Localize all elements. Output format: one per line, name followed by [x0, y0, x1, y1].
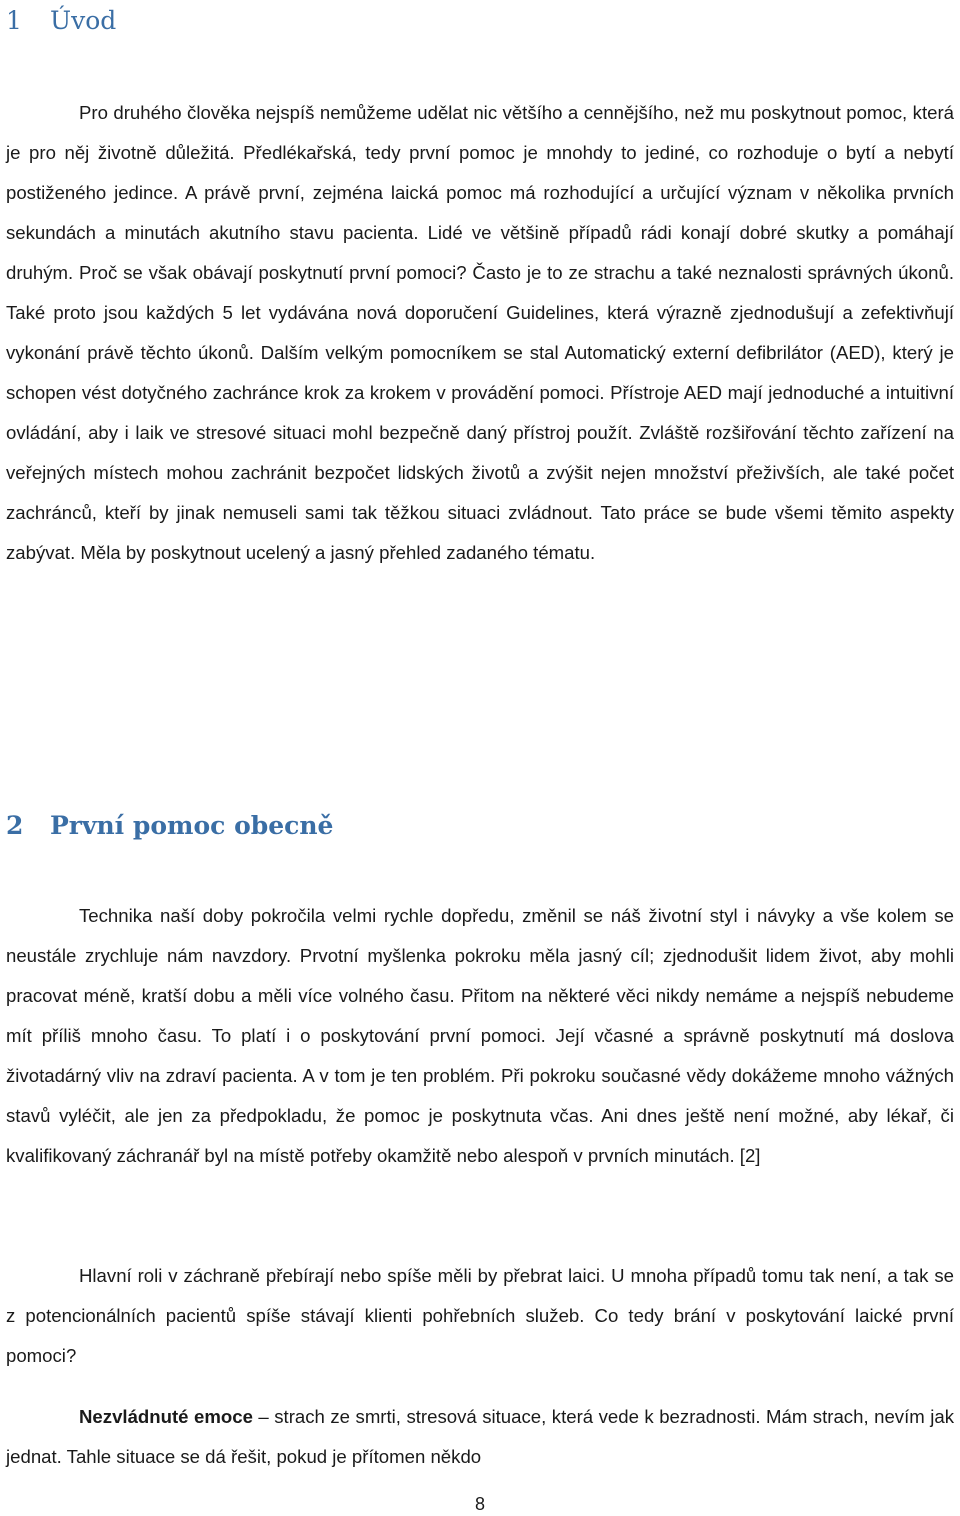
term-label: Nezvládnuté emoce [79, 1406, 253, 1427]
page-number: 8 [474, 1494, 485, 1514]
section-1-heading [6, 6, 116, 36]
section-1-paragraph-1: Pro druhého člověka nejspíš nemůžeme udělat nic většího a cennějšího, než mu poskytnout pomoc, která je pro něj životně důležitá. Předlékařská, tedy první pomoc je mnohdy to jediné, co rozhoduje o bytí a nebytí postiženého jedince. A právě první, zejména laická pomoc má rozhodující a určující význam v několika prvních sekundách a minutách akutního stavu pacienta. Lidé ve většině případů rádi konají dobré skutky a pomáhají druhým. Proč se však obávají poskytnutí první pomoci? Často je to ze strachu a také neznalosti správných úkonů. Také proto jsou každých 5 let vydávána nová doporučení Guidelines, která výrazně zjednodušují a zefektivňují vykonání právě těchto úkonů. Dalším velkým pomocníkem se stal Automatický externí defibrilátor (AED), který je schopen vést dotyčného zachránce krok za krokem v provádění pomoci. Přístroje AED mají jednoduché a intuitivní ovládání, aby i laik ve stresové situaci mohl bezpečně daný přístroj použít. Zvláště rozšiřování těchto zařízení na veřejných místech mohou zachránit bezpočet lidských životů a zvýšit nejen množství přeživších, ale také počet zachránců, kteří by jinak nemuseli sami tak těžkou situaci zvládnout. Tato práce se bude všemi těmito aspekty zabývat. Měla by poskytnout ucelený a jasný přehled zadaného tématu. [6, 102, 954, 563]
section-2-paragraph-2: Hlavní roli v záchraně přebírají nebo spíše měli by přebrat laici. U mnoha případů tomu tak není, a tak se z potencionálních pacientů spíše stávají klienti pohřebních služeb. Co tedy brání v poskytování laické první pomoci? [6, 1265, 954, 1366]
section-2-heading [6, 811, 333, 841]
section-1-number: 1 [6, 6, 22, 35]
section-2-number: 2 [6, 811, 24, 840]
term-description: – strach ze smrti, stresová situace, která vede k bezradnosti. Mám strach, nevím jak jednat. Tahle situace se dá řešit, pokud je přítomen někdo [6, 1406, 954, 1467]
section-1-title: Úvod [50, 6, 117, 35]
document-page [6, 0, 954, 1516]
section-2-term-paragraph [6, 1397, 954, 1477]
section-2-title: První pomoc obecně [50, 811, 334, 840]
section-2-paragraph-1: Technika naší doby pokročila velmi rychle dopředu, změnil se náš životní styl i návyky a vše kolem se neustále zrychluje nám navzdory. Prvotní myšlenka pokroku měla jasný cíl; zjednodušit lidem život, aby mohli pracovat méně, kratší dobu a měli více volného času. Přitom na některé věci nikdy nemáme a nejspíš nebudeme mít příliš mnoho času. To platí i o poskytování první pomoci. Její včasné a správně poskytnutí má doslova životadárný vliv na zdraví pacienta. A v tom je ten problém. Při pokroku současné vědy dokážeme mnoho vážných stavů vyléčit, ale jen za předpokladu, že pomoc je poskytnuta včas. Ani dnes ještě není možné, aby lékař, či kvalifikovaný záchranář byl na místě potřeby okamžitě nebo alespoň v prvních minutách. [2] [6, 905, 954, 1166]
